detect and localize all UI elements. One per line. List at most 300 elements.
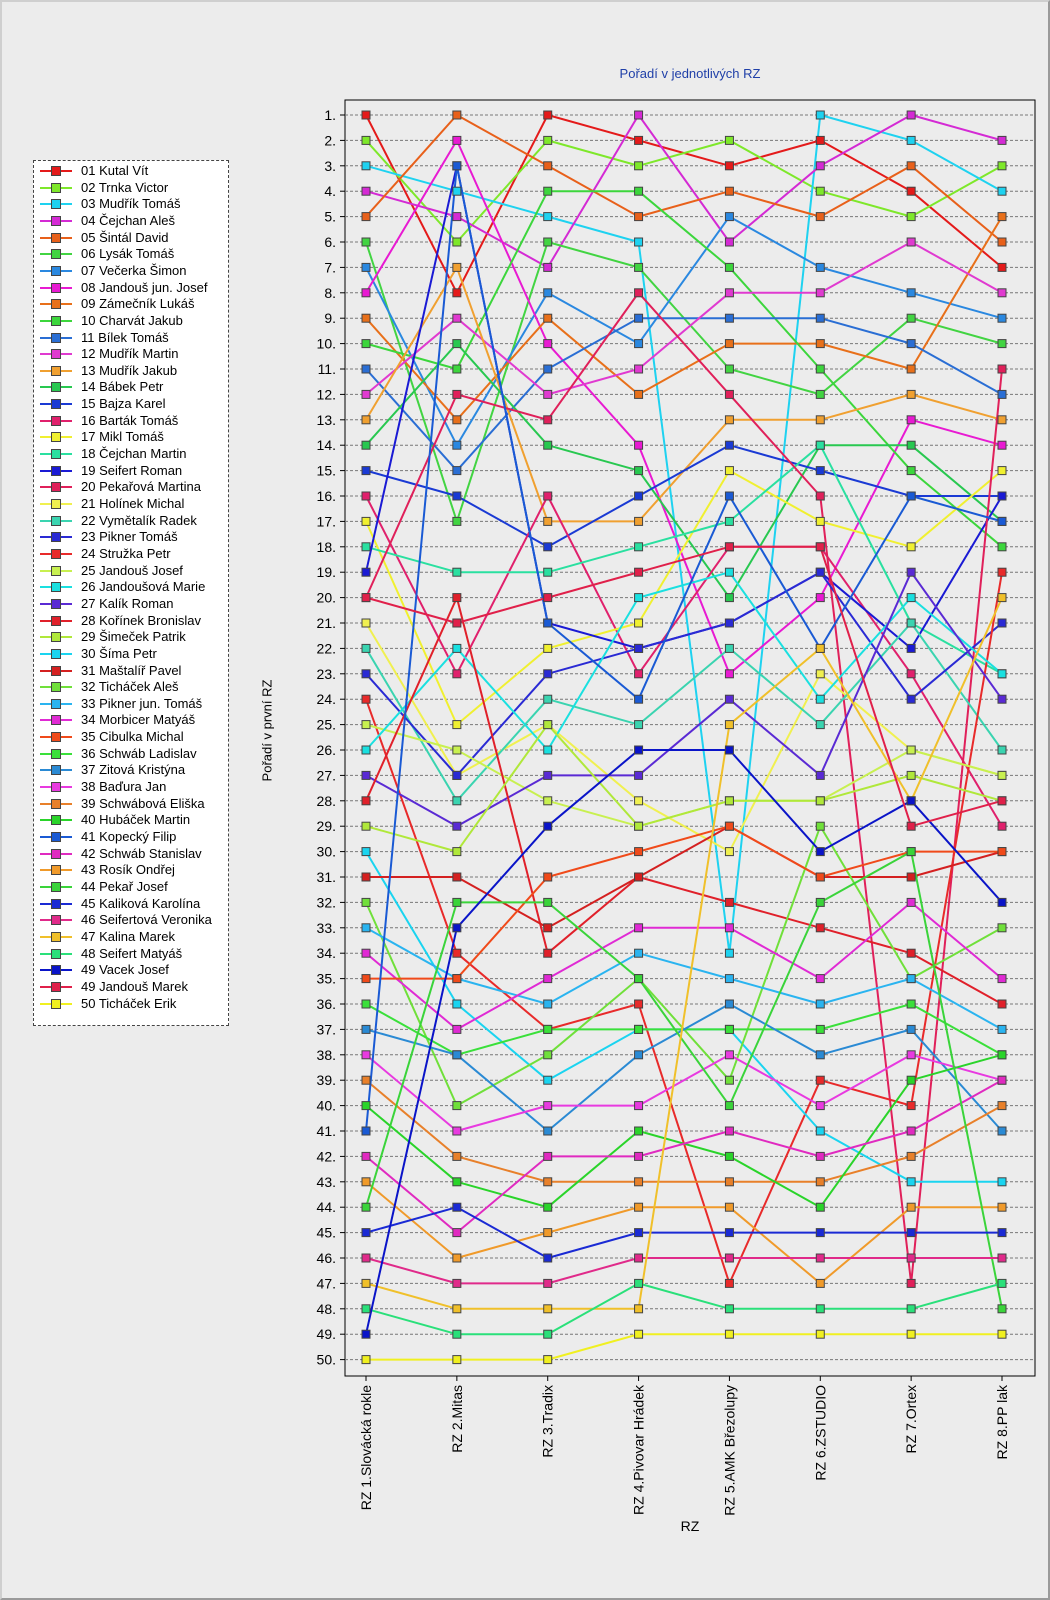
data-point <box>635 517 643 525</box>
data-point <box>635 1178 643 1186</box>
legend-label: 46 Seifertová Veronika <box>81 912 212 928</box>
legend-label: 21 Holínek Michal <box>81 496 185 511</box>
data-point <box>907 1127 915 1135</box>
data-point <box>816 848 824 856</box>
data-point <box>998 797 1006 805</box>
data-point <box>453 1102 461 1110</box>
data-point <box>362 340 370 348</box>
data-point <box>725 644 733 652</box>
data-point <box>998 492 1006 500</box>
data-point <box>544 390 552 398</box>
y-tick-label: 8. <box>324 284 336 301</box>
legend-item <box>36 312 226 329</box>
data-point <box>816 975 824 983</box>
data-point <box>362 467 370 475</box>
legend-marker-swatch <box>51 765 61 775</box>
data-point <box>544 1000 552 1008</box>
data-point <box>362 136 370 144</box>
legend-label: 47 Kalina Marek <box>81 928 175 944</box>
legend-item <box>36 745 226 762</box>
data-point <box>725 746 733 754</box>
legend-marker-swatch <box>51 532 61 542</box>
legend-label: 23 Pikner Tomáš <box>81 529 178 545</box>
data-point <box>635 619 643 627</box>
data-point <box>362 1025 370 1033</box>
data-point <box>907 848 915 856</box>
data-point <box>816 1203 824 1211</box>
data-point <box>725 162 733 170</box>
data-point <box>816 1051 824 1059</box>
legend-item <box>36 978 226 995</box>
legend-item <box>36 811 226 828</box>
data-point <box>362 1254 370 1262</box>
legend-label: 01 Kutal Vít <box>81 163 149 178</box>
legend-item <box>36 245 226 262</box>
legend-item <box>36 512 226 529</box>
data-point <box>998 771 1006 779</box>
data-point <box>362 1356 370 1364</box>
data-point <box>635 848 643 856</box>
legend-label: 27 Kalík Roman <box>81 595 174 611</box>
legend-label: 50 Ticháček Erik <box>81 995 177 1011</box>
legend-item <box>36 545 226 562</box>
legend-marker-swatch <box>51 749 61 759</box>
data-point <box>816 1279 824 1287</box>
data-point <box>998 746 1006 754</box>
y-tick-label: 29. <box>316 818 336 835</box>
data-point <box>907 111 915 119</box>
data-point <box>816 340 824 348</box>
legend-label: 30 Šíma Petr <box>81 645 157 661</box>
data-point <box>453 898 461 906</box>
data-point <box>998 314 1006 322</box>
data-point <box>816 670 824 678</box>
data-point <box>907 390 915 398</box>
legend-label: 38 Baďura Jan <box>81 779 167 795</box>
legend-marker-swatch <box>51 233 61 243</box>
legend-marker-swatch <box>51 582 61 592</box>
data-point <box>635 1330 643 1338</box>
data-point <box>362 517 370 525</box>
data-point <box>362 1051 370 1059</box>
legend-label: 32 Ticháček Aleš <box>81 679 179 695</box>
data-point <box>725 492 733 500</box>
data-point <box>453 1178 461 1186</box>
data-point <box>362 670 370 678</box>
data-point <box>544 340 552 348</box>
legend-marker-swatch <box>51 549 61 559</box>
data-point <box>544 416 552 424</box>
y-tick-label: 39. <box>316 1072 336 1089</box>
data-point <box>362 441 370 449</box>
y-tick-label: 50. <box>316 1351 336 1368</box>
data-point <box>816 1152 824 1160</box>
data-point <box>635 1051 643 1059</box>
plot-area <box>345 100 1035 1376</box>
data-point <box>362 314 370 322</box>
data-point <box>635 1025 643 1033</box>
legend-label: 37 Zitová Kristýna <box>81 762 186 778</box>
data-point <box>725 340 733 348</box>
x-tick-label: RZ 7.Ortex <box>903 1385 920 1454</box>
y-tick-label: 33. <box>316 919 336 936</box>
data-point <box>362 1330 370 1338</box>
data-point <box>998 695 1006 703</box>
data-point <box>544 873 552 881</box>
y-tick-label: 9. <box>324 310 336 327</box>
data-point <box>907 949 915 957</box>
y-tick-label: 42. <box>316 1148 336 1165</box>
legend-item <box>36 895 226 912</box>
legend-label: 45 Kaliková Karolína <box>81 895 201 911</box>
legend-marker-swatch <box>51 782 61 792</box>
y-tick-label: 10. <box>316 335 336 352</box>
legend-marker-swatch <box>51 632 61 642</box>
legend-marker-swatch <box>51 466 61 476</box>
legend-marker-swatch <box>51 566 61 576</box>
data-point <box>725 1152 733 1160</box>
data-point <box>907 213 915 221</box>
data-point <box>907 619 915 627</box>
legend-label: 04 Čejchan Aleš <box>81 212 175 228</box>
legend-item <box>36 662 226 679</box>
legend-label: 36 Schwáb Ladislav <box>81 745 197 761</box>
legend-label: 09 Zámečník Lukáš <box>81 296 195 312</box>
legend-label: 33 Pikner jun. Tomáš <box>81 695 203 711</box>
data-point <box>362 1229 370 1237</box>
data-point <box>635 1279 643 1287</box>
legend-item <box>36 462 226 479</box>
y-tick-label: 35. <box>316 970 336 987</box>
data-point <box>907 568 915 576</box>
data-point <box>362 1279 370 1287</box>
y-tick-label: 26. <box>316 742 336 758</box>
data-point <box>998 1178 1006 1186</box>
data-point <box>453 467 461 475</box>
y-tick-label: 19. <box>316 564 336 581</box>
data-point <box>725 797 733 805</box>
legend-item <box>36 428 226 445</box>
data-point <box>998 1229 1006 1237</box>
data-point <box>635 1102 643 1110</box>
data-point <box>453 1203 461 1211</box>
data-point <box>907 467 915 475</box>
data-point <box>998 822 1006 830</box>
data-point <box>998 924 1006 932</box>
data-point <box>907 314 915 322</box>
data-point <box>998 1051 1006 1059</box>
legend-item <box>36 528 226 545</box>
data-point <box>453 1229 461 1237</box>
data-point <box>907 365 915 373</box>
data-point <box>544 213 552 221</box>
data-point <box>362 289 370 297</box>
data-point <box>998 340 1006 348</box>
data-point <box>816 517 824 525</box>
y-tick-label: 32. <box>316 894 336 911</box>
data-point <box>907 1203 915 1211</box>
data-point <box>725 263 733 271</box>
data-point <box>453 289 461 297</box>
data-point <box>816 187 824 195</box>
data-point <box>453 162 461 170</box>
legend-marker-swatch <box>51 732 61 742</box>
data-point <box>998 1203 1006 1211</box>
data-point <box>725 390 733 398</box>
data-point <box>816 721 824 729</box>
data-point <box>362 1305 370 1313</box>
data-point <box>907 1000 915 1008</box>
data-point <box>998 543 1006 551</box>
legend-marker-swatch <box>51 183 61 193</box>
data-point <box>635 162 643 170</box>
data-point <box>725 1305 733 1313</box>
data-point <box>635 721 643 729</box>
data-point <box>907 1279 915 1287</box>
y-tick-label: 1. <box>324 107 336 123</box>
data-point <box>998 517 1006 525</box>
data-point <box>725 822 733 830</box>
data-point <box>544 365 552 373</box>
legend-label: 39 Schwábová Eliška <box>81 795 205 811</box>
legend-item <box>36 778 226 795</box>
y-tick-label: 40. <box>316 1097 336 1114</box>
data-point <box>635 213 643 221</box>
data-point <box>544 1152 552 1160</box>
y-tick-label: 18. <box>316 538 336 555</box>
data-point <box>725 924 733 932</box>
legend-marker-swatch <box>51 283 61 293</box>
y-tick-label: 7. <box>324 259 336 276</box>
legend-marker-swatch <box>51 682 61 692</box>
data-point <box>544 1356 552 1364</box>
data-point <box>816 1000 824 1008</box>
data-point <box>544 924 552 932</box>
data-point <box>635 238 643 246</box>
legend-label: 19 Seifert Roman <box>81 462 183 478</box>
legend-item <box>36 329 226 346</box>
data-point <box>816 1127 824 1135</box>
legend-marker-swatch <box>51 482 61 492</box>
data-point <box>362 975 370 983</box>
legend-item <box>36 678 226 695</box>
legend-item <box>36 362 226 379</box>
legend-marker-swatch <box>51 349 61 359</box>
data-point <box>453 1330 461 1338</box>
legend-marker-swatch <box>51 699 61 709</box>
legend-marker-swatch <box>51 516 61 526</box>
data-point <box>907 1178 915 1186</box>
data-point <box>998 1076 1006 1084</box>
data-point <box>816 416 824 424</box>
data-point <box>544 1203 552 1211</box>
y-tick-label: 13. <box>316 411 336 428</box>
data-point <box>998 848 1006 856</box>
legend-label: 43 Rosík Ondřej <box>81 862 175 878</box>
data-point <box>998 1102 1006 1110</box>
data-point <box>816 797 824 805</box>
data-point <box>907 1102 915 1110</box>
data-point <box>907 187 915 195</box>
data-point <box>725 1254 733 1262</box>
legend-item <box>36 495 226 512</box>
legend-marker-swatch <box>51 382 61 392</box>
legend-marker-swatch <box>51 333 61 343</box>
legend-item <box>36 845 226 862</box>
data-point <box>635 1203 643 1211</box>
data-point <box>453 111 461 119</box>
data-point <box>453 1356 461 1364</box>
y-tick-label: 46. <box>316 1250 336 1266</box>
data-point <box>453 390 461 398</box>
data-point <box>816 492 824 500</box>
data-point <box>907 162 915 170</box>
data-point <box>725 695 733 703</box>
data-point <box>362 924 370 932</box>
y-tick-label: 15. <box>316 462 336 479</box>
y-tick-label: 49. <box>316 1326 336 1343</box>
data-point <box>544 111 552 119</box>
legend-item <box>36 695 226 712</box>
legend-label: 07 Večerka Šimon <box>81 262 187 278</box>
data-point <box>453 136 461 144</box>
data-point <box>453 721 461 729</box>
legend-item <box>36 179 226 196</box>
data-point <box>362 695 370 703</box>
data-point <box>544 1127 552 1135</box>
legend-label: 29 Šimeček Patrik <box>81 629 186 645</box>
x-tick-label: RZ 8.PP lak <box>994 1385 1010 1460</box>
data-point <box>998 1025 1006 1033</box>
data-point <box>362 1000 370 1008</box>
legend-item <box>36 795 226 812</box>
data-point <box>998 1127 1006 1135</box>
data-point <box>907 289 915 297</box>
data-point <box>998 238 1006 246</box>
data-point <box>816 1229 824 1237</box>
data-point <box>453 568 461 576</box>
y-tick-label: 27. <box>316 767 336 784</box>
data-point <box>998 1254 1006 1262</box>
data-point <box>907 594 915 602</box>
data-point <box>362 390 370 398</box>
data-point <box>816 111 824 119</box>
data-point <box>816 213 824 221</box>
data-point <box>998 213 1006 221</box>
legend-label: 02 Trnka Victor <box>81 179 169 195</box>
data-point <box>725 670 733 678</box>
data-point <box>544 492 552 500</box>
legend <box>33 160 229 1026</box>
y-tick-label: 45. <box>316 1224 336 1241</box>
data-point <box>453 619 461 627</box>
data-point <box>635 949 643 957</box>
legend-item <box>36 445 226 462</box>
data-point <box>635 467 643 475</box>
data-point <box>362 746 370 754</box>
legend-label: 03 Mudřík Tomáš <box>81 196 181 212</box>
data-point <box>453 746 461 754</box>
data-point <box>998 1330 1006 1338</box>
data-point <box>725 543 733 551</box>
data-point <box>453 1279 461 1287</box>
data-point <box>816 543 824 551</box>
legend-label: 35 Cibulka Michal <box>81 729 184 745</box>
data-point <box>907 1076 915 1084</box>
data-point <box>362 721 370 729</box>
data-point <box>362 365 370 373</box>
y-axis-title: Pořadí v první RZ <box>259 679 275 782</box>
data-point <box>362 873 370 881</box>
data-point <box>362 619 370 627</box>
data-point <box>453 1152 461 1160</box>
data-point <box>725 898 733 906</box>
data-point <box>725 619 733 627</box>
legend-label: 20 Pekařová Martina <box>81 479 201 495</box>
legend-item <box>36 212 226 229</box>
data-point <box>998 898 1006 906</box>
legend-marker-swatch <box>51 982 61 992</box>
legend-label: 44 Pekař Josef <box>81 878 168 894</box>
data-point <box>816 467 824 475</box>
data-point <box>998 263 1006 271</box>
data-point <box>816 771 824 779</box>
y-tick-label: 14. <box>316 437 336 454</box>
data-point <box>998 416 1006 424</box>
legend-marker-swatch <box>51 499 61 509</box>
data-point <box>635 822 643 830</box>
data-point <box>725 441 733 449</box>
legend-marker-swatch <box>51 999 61 1009</box>
legend-marker-swatch <box>51 316 61 326</box>
legend-label: 22 Vymětalík Radek <box>81 512 197 528</box>
data-point <box>635 1127 643 1135</box>
legend-item <box>36 911 226 928</box>
data-point <box>453 771 461 779</box>
legend-label: 15 Bajza Karel <box>81 396 166 412</box>
data-point <box>725 1229 733 1237</box>
legend-marker-swatch <box>51 366 61 376</box>
chart-title: Pořadí v jednotlivých RZ <box>619 66 761 81</box>
data-point <box>725 1127 733 1135</box>
data-point <box>725 187 733 195</box>
legend-item <box>36 378 226 395</box>
data-point <box>544 441 552 449</box>
data-point <box>725 517 733 525</box>
data-point <box>907 898 915 906</box>
data-point <box>725 1279 733 1287</box>
data-point <box>907 492 915 500</box>
data-point <box>544 670 552 678</box>
data-point <box>635 136 643 144</box>
data-point <box>635 594 643 602</box>
data-point <box>907 1229 915 1237</box>
data-point <box>453 441 461 449</box>
data-point <box>544 1025 552 1033</box>
data-point <box>544 1178 552 1186</box>
legend-marker-swatch <box>51 666 61 676</box>
data-point <box>362 492 370 500</box>
legend-marker-swatch <box>51 216 61 226</box>
data-point <box>635 1305 643 1313</box>
data-point <box>453 263 461 271</box>
data-point <box>725 416 733 424</box>
legend-marker-swatch <box>51 599 61 609</box>
data-point <box>816 162 824 170</box>
data-point <box>725 975 733 983</box>
data-point <box>725 568 733 576</box>
data-point <box>907 797 915 805</box>
